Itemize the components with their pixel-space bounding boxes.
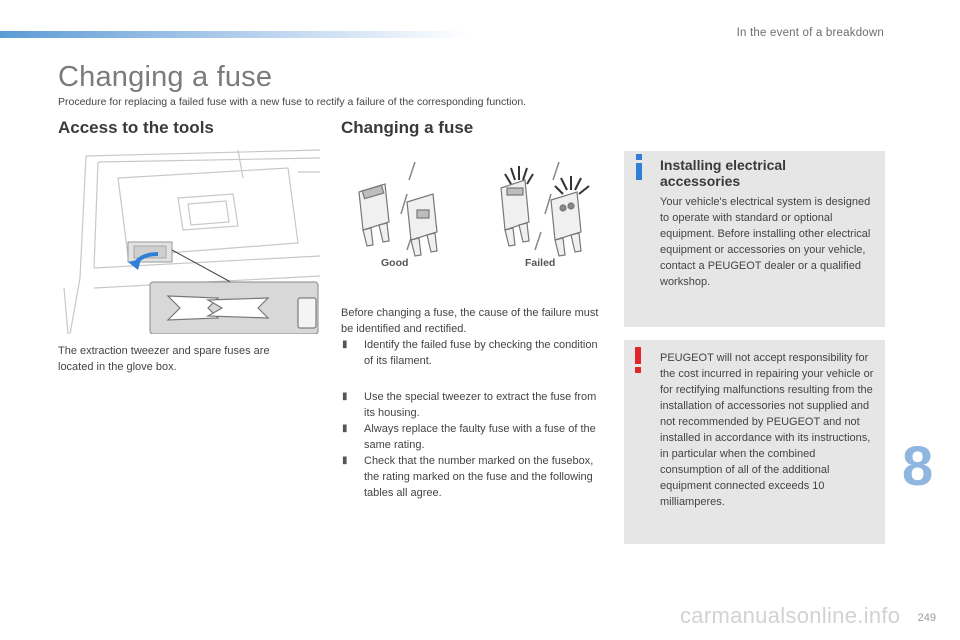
checkbox-bullet-icon: ▮ [342, 455, 348, 466]
step-item [341, 421, 606, 453]
failed-fuse-icon [501, 180, 581, 256]
step-list-1 [341, 337, 606, 369]
step-text: Identify the failed fuse by checking the condition of its filament. [364, 339, 598, 367]
watermark: carmanualsonline.info [680, 603, 901, 628]
step-text: Always replace the faulty fuse with a fuse of the same rating. [364, 423, 596, 451]
checkbox-bullet-icon: ▮ [342, 391, 348, 402]
info-icon [632, 154, 646, 180]
fuse-illustration [341, 150, 601, 274]
step-item [341, 337, 606, 369]
info-text: Your vehicle's electrical system is designed to operate with standard or optional equipment. Before installing other electrical equipment or accessories on your vehicle, contact a PEUGEOT dealer or a qualified workshop. [660, 196, 871, 288]
step-item [341, 453, 606, 501]
good-fuse-icon [359, 184, 437, 256]
section-header: In the event of a breakdown [736, 27, 884, 39]
access-tools-heading: Access to the tools [58, 118, 214, 137]
checkbox-bullet-icon: ▮ [342, 423, 348, 434]
step-text: Check that the number marked on the fusebox, the rating marked on the fuse and the following tables all agree. [364, 455, 594, 499]
access-tools-text: The extraction tweezer and spare fuses are located in the glove box. [58, 345, 270, 373]
change-intro-text: Before changing a fuse, the cause of the failure must be identified and rectified. [341, 307, 599, 335]
step-text: Use the special tweezer to extract the fuse from its housing. [364, 391, 597, 419]
fuse-failed-label: Failed [525, 257, 556, 269]
glovebox-illustration [58, 148, 320, 334]
warning-icon [632, 347, 644, 373]
checkbox-bullet-icon: ▮ [342, 339, 348, 350]
page-subtitle: Procedure for replacing a failed fuse with a new fuse to rectify a failure of the corresponding function. [58, 96, 527, 108]
step-item [341, 389, 606, 421]
header-accent-bar [0, 31, 470, 38]
step-list-2 [341, 389, 606, 501]
page-title: Changing a fuse [58, 61, 273, 93]
chapter-number: 8 [902, 434, 934, 497]
warning-text: PEUGEOT will not accept responsibility for the cost incurred in repairing your vehicle or for rectifying malfunctions resulting from the installation of accessories not supplied and not recommended by PEUGEOT and not installed in accordance with its instructions, in particular when the combined consumption of all of the additional equipment connected exceeds 10 milliamperes. [660, 352, 874, 508]
info-title: Installing electrical accessories [660, 157, 787, 189]
changing-fuse-heading: Changing a fuse [341, 118, 474, 137]
page-number: 249 [917, 612, 936, 624]
fuse-good-label: Good [381, 257, 409, 269]
